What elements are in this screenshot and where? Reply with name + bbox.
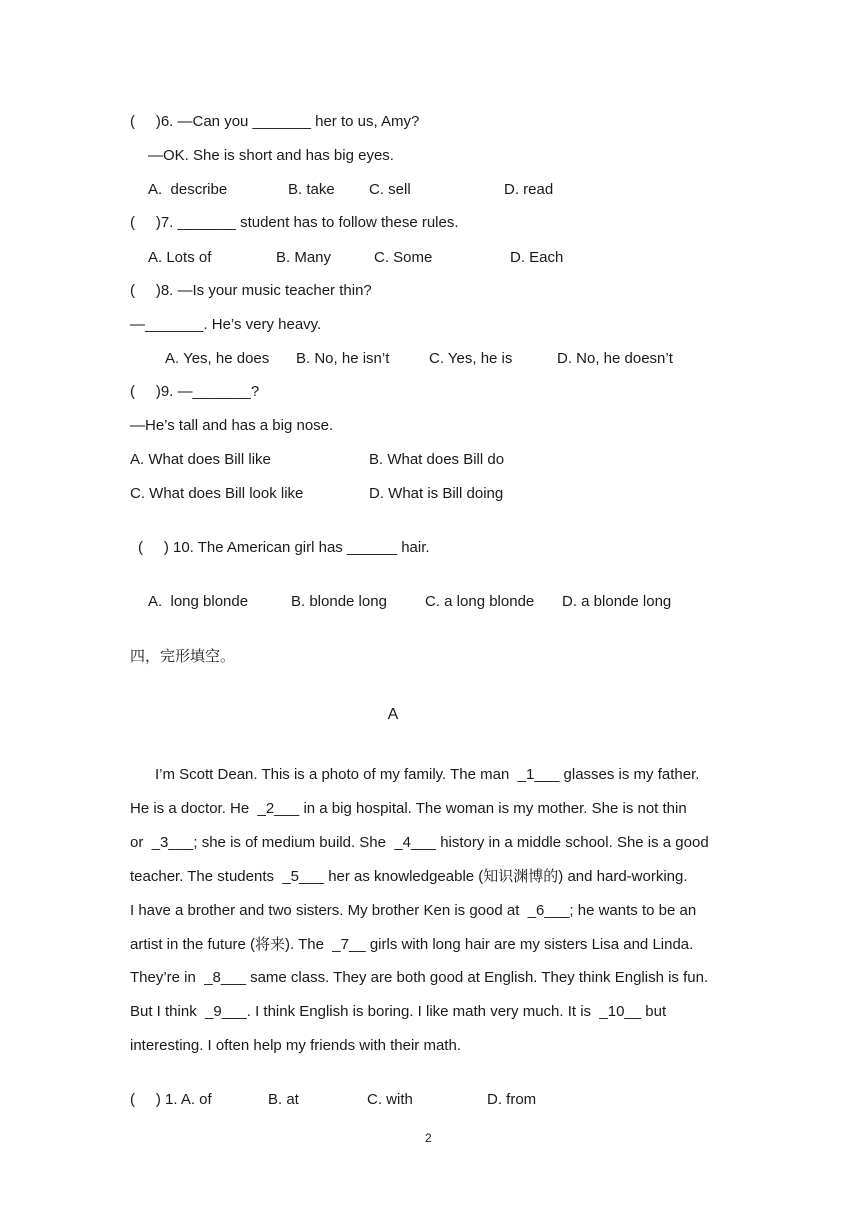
cloze-question-1-option-c: C. with: [367, 1091, 413, 1108]
passage-line: They’re in _8___ same class. They are both good at English. They think English is fun.: [130, 969, 709, 986]
question-8-option-b: B. No, he isn’t: [296, 350, 390, 367]
cloze-question-1-stem: ( ) 1. A. of: [130, 1091, 212, 1108]
question-8-option-c: C. Yes, he is: [429, 350, 513, 367]
question-10-stem: ( ) 10. The American girl has ______ hair.: [138, 539, 430, 556]
cloze-question-1-option-d: D. from: [487, 1091, 537, 1108]
question-10-option-a: A. long blonde: [148, 593, 249, 610]
passage-line: He is a doctor. He _2___ in a big hospital. The woman is my mother. She is not thin: [130, 800, 687, 817]
question-9-option-c: C. What does Bill look like: [130, 485, 304, 502]
question-10-option-d: D. a blonde long: [562, 593, 672, 610]
question-10-option-b: B. blonde long: [291, 593, 387, 610]
question-7-stem: ( )7. _______ student has to follow these rules.: [130, 214, 459, 231]
question-9-option-b: B. What does Bill do: [369, 451, 505, 468]
question-10-option-c: C. a long blonde: [425, 593, 535, 610]
question-7-option-b: B. Many: [276, 249, 332, 266]
passage-line: I’m Scott Dean. This is a photo of my family. The man _1___ glasses is my father.: [130, 766, 700, 783]
passage-line: interesting. I often help my friends with their math.: [130, 1037, 461, 1054]
question-6-option-d: D. read: [504, 181, 554, 198]
question-7-option-d: D. Each: [510, 249, 564, 266]
question-9-option-d: D. What is Bill doing: [369, 485, 504, 502]
question-9-stem: ( )9. —_______?: [130, 383, 260, 400]
passage-line: I have a brother and two sisters. My brother Ken is good at _6___; he wants to be an: [130, 902, 697, 919]
question-9-option-a: A. What does Bill like: [130, 451, 271, 468]
question-8-stem: ( )8. —Is your music teacher thin?: [130, 282, 372, 299]
question-6-dialog: —OK. She is short and has big eyes.: [148, 147, 394, 164]
cloze-question-1-option-b: B. at: [268, 1091, 299, 1108]
passage-heading: A: [387, 706, 399, 723]
question-8-option-a: A. Yes, he does: [165, 350, 270, 367]
section-title: 四，完形填空。: [130, 647, 236, 665]
passage-line: But I think _9___. I think English is boring. I like math very much. It is _10__ but: [130, 1003, 667, 1020]
page-number: 2: [425, 1131, 432, 1145]
passage-line: teacher. The students _5___ her as knowledgeable (知识渊博的) and hard-working.: [130, 868, 688, 885]
question-6-option-a: A. describe: [148, 181, 228, 198]
question-7-option-a: A. Lots of: [148, 249, 212, 266]
question-6-option-b: B. take: [288, 181, 335, 198]
question-6-option-c: C. sell: [369, 181, 411, 198]
question-6-stem: ( )6. —Can you _______ her to us, Amy?: [130, 113, 420, 130]
question-8-option-d: D. No, he doesn’t: [557, 350, 673, 367]
question-9-dialog: —He’s tall and has a big nose.: [130, 417, 334, 434]
passage-line: artist in the future (将来). The _7__ girls with long hair are my sisters Lisa and Linda.: [130, 936, 694, 953]
question-7-option-c: C. Some: [374, 249, 433, 266]
passage-line: or _3___; she is of medium build. She _4___ history in a middle school. She is a good: [130, 834, 709, 851]
question-8-dialog: —_______. He’s very heavy.: [130, 316, 322, 333]
